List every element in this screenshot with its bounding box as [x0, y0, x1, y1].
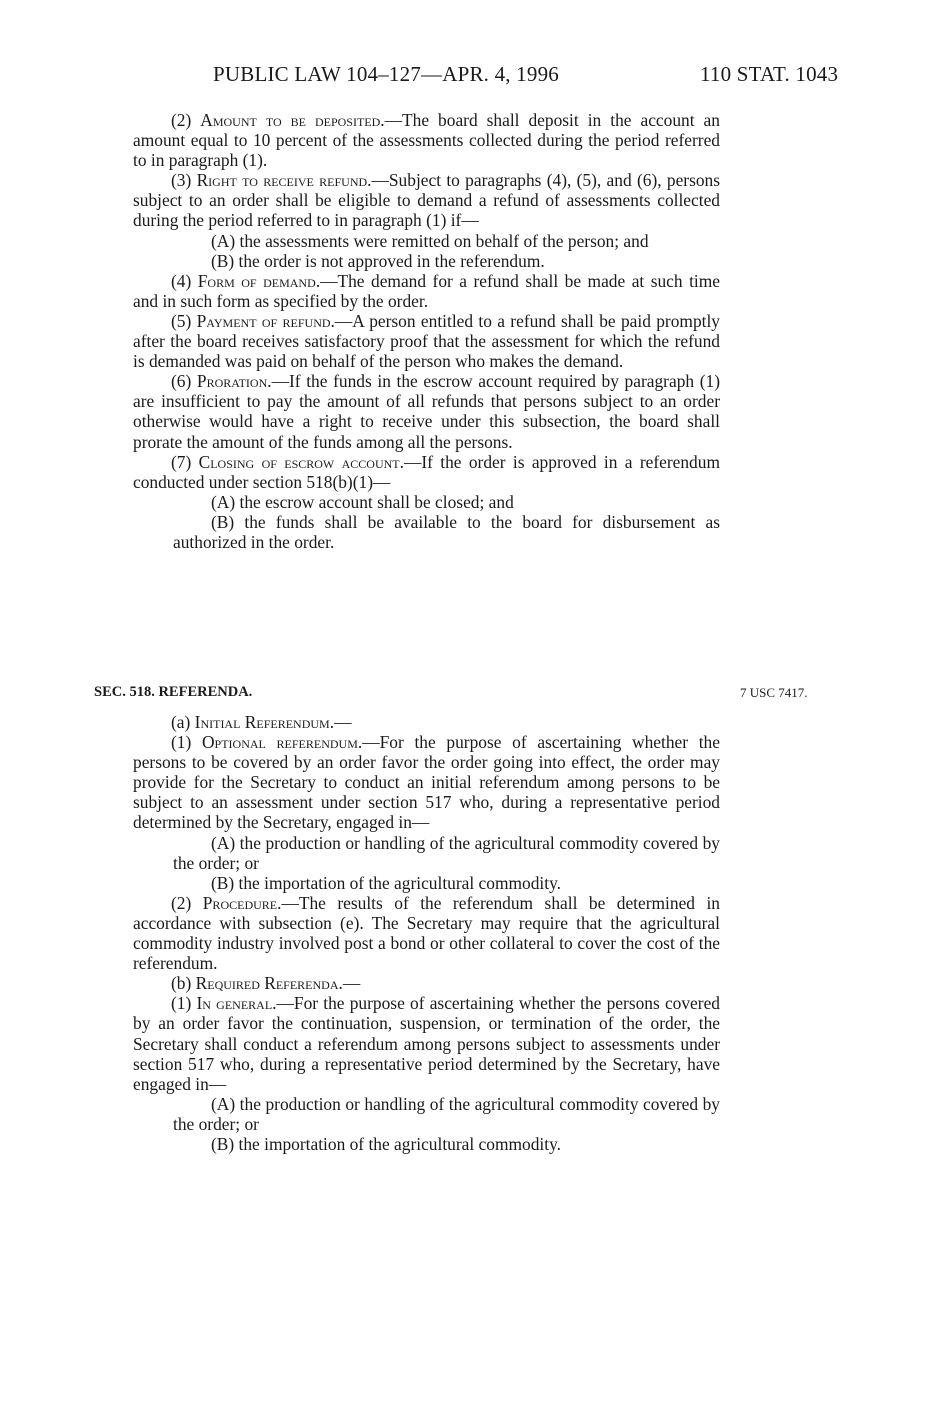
- paragraph-number: (6): [171, 371, 197, 392]
- paragraph-text: —For the purpose of ascertaining whether the persons to be covered by an order favor the order going into effect, the order may provide for the Secretary to conduct an initial referendum among persons to be subject to an assessment under section 517 who, during a representative period determined by the Secretary, engaged in—: [133, 732, 720, 833]
- paragraph-number: (7): [171, 451, 199, 472]
- subparagraph: [133, 873, 720, 893]
- paragraph: [133, 732, 720, 832]
- subparagraph-text: (A) the production or handling of the agricultural commodity covered by the order; or: [173, 832, 720, 873]
- paragraph-heading: Procedure.: [202, 892, 282, 913]
- paragraph-text: —Subject to paragraphs (4), (5), and (6), persons subject to an order shall be eligible to demand a refund of assessments collected during the period referred to in paragraph (1) if—: [133, 170, 721, 231]
- subparagraph: [133, 231, 720, 251]
- paragraph-number: (3): [171, 170, 197, 191]
- subparagraph-text: (A) the escrow account shall be closed; and: [211, 491, 514, 512]
- paragraph-heading: Right to receive refund.: [196, 170, 372, 191]
- page-title: PUBLIC LAW 104–127—APR. 4, 1996: [213, 62, 559, 86]
- section-heading: SEC. 518. REFERENDA.: [94, 684, 253, 700]
- paragraph: [133, 371, 720, 451]
- paragraph: [133, 452, 720, 492]
- paragraph-text: —The board shall deposit in the account an amount equal to 10 percent of the assessments collected during the period referred to in paragraph (1).: [133, 110, 720, 171]
- paragraph-heading: In general.: [196, 993, 277, 1014]
- subparagraph: [133, 1134, 720, 1154]
- page-reference: 110 STAT. 1043: [700, 62, 839, 86]
- paragraph-text: —: [342, 973, 361, 994]
- body-text-bottom: [133, 712, 720, 1154]
- paragraph-heading: Closing of escrow account.: [198, 451, 404, 472]
- page-header: [0, 62, 947, 92]
- paragraph-number: (1): [171, 732, 202, 753]
- paragraph-text: —The results of the referendum shall be determined in accordance with subsection (e). The Secretary may require that the agricultural commodity industry involved post a bond or other collateral to cover the cost of the referendum.: [133, 892, 720, 974]
- subparagraph: [133, 1094, 720, 1134]
- paragraph-text: —A person entitled to a refund shall be paid promptly after the board receives satisfactory proof that the assessment for which the refund is demanded was paid on behalf of the person who makes the demand.: [133, 310, 720, 372]
- paragraph: [133, 170, 720, 230]
- paragraph-heading: Payment of refund.: [196, 310, 335, 331]
- paragraph-text: —The demand for a refund shall be made at such time and in such form as specified by the order.: [133, 270, 720, 311]
- paragraph-number: (2): [171, 892, 203, 913]
- paragraph: [133, 110, 720, 170]
- subparagraph-text: (B) the order is not approved in the referendum.: [211, 250, 545, 271]
- paragraph-number: (b): [171, 973, 196, 994]
- paragraph: [133, 993, 720, 1093]
- subparagraph-text: (B) the importation of the agricultural commodity.: [211, 872, 561, 893]
- subparagraph-text: (A) the assessments were remitted on behalf of the person; and: [211, 230, 649, 251]
- paragraph-heading: Optional referendum.: [201, 732, 363, 753]
- subparagraph: [133, 492, 720, 512]
- paragraph-number: (a): [171, 712, 195, 732]
- paragraph-heading: Amount to be deposited.: [200, 110, 385, 130]
- paragraph-text: —: [334, 712, 352, 732]
- paragraph-number: (2): [171, 110, 201, 130]
- paragraph-text: —For the purpose of ascertaining whether the persons covered by an order favor the continuation, suspension, or termination of the order, the Secretary shall conduct a referendum among persons subject to assessments under section 517 who, during a representative period determined by the Secretary, have engaged in—: [133, 993, 720, 1094]
- paragraph: [133, 973, 720, 993]
- paragraph-text: —If the funds in the escrow account required by paragraph (1) are insufficient to pay the amount of all refunds that persons subject to an order otherwise would have a right to receive under this subsection, the board shall prorate the amount of the funds among all the persons.: [133, 371, 720, 452]
- body-text-top: [133, 110, 720, 552]
- paragraph-text: —If the order is approved in a referendum conducted under section 518(b)(1)—: [133, 451, 720, 492]
- paragraph-number: (4): [171, 270, 198, 291]
- paragraph-heading: Required Referenda.: [195, 973, 343, 994]
- subparagraph-text: (B) the importation of the agricultural commodity.: [211, 1133, 561, 1154]
- paragraph-number: (5): [171, 310, 197, 331]
- subparagraph-text: (A) the production or handling of the agricultural commodity covered by the order; or: [173, 1093, 720, 1134]
- subparagraph-text: (B) the funds shall be available to the board for disbursement as authorized in the order.: [173, 511, 720, 552]
- paragraph: [133, 311, 720, 371]
- paragraph-heading: Proration.: [196, 371, 272, 392]
- subparagraph: [133, 833, 720, 873]
- paragraph-number: (1): [171, 993, 197, 1014]
- paragraph: [133, 893, 720, 973]
- paragraph-heading: Initial Referendum.: [194, 712, 335, 732]
- paragraph-heading: Form of demand.: [197, 270, 321, 291]
- subparagraph: [133, 512, 720, 552]
- paragraph: [133, 271, 720, 311]
- margin-note: 7 USC 7417.: [740, 685, 808, 700]
- subparagraph: [133, 251, 720, 271]
- paragraph: [133, 712, 720, 732]
